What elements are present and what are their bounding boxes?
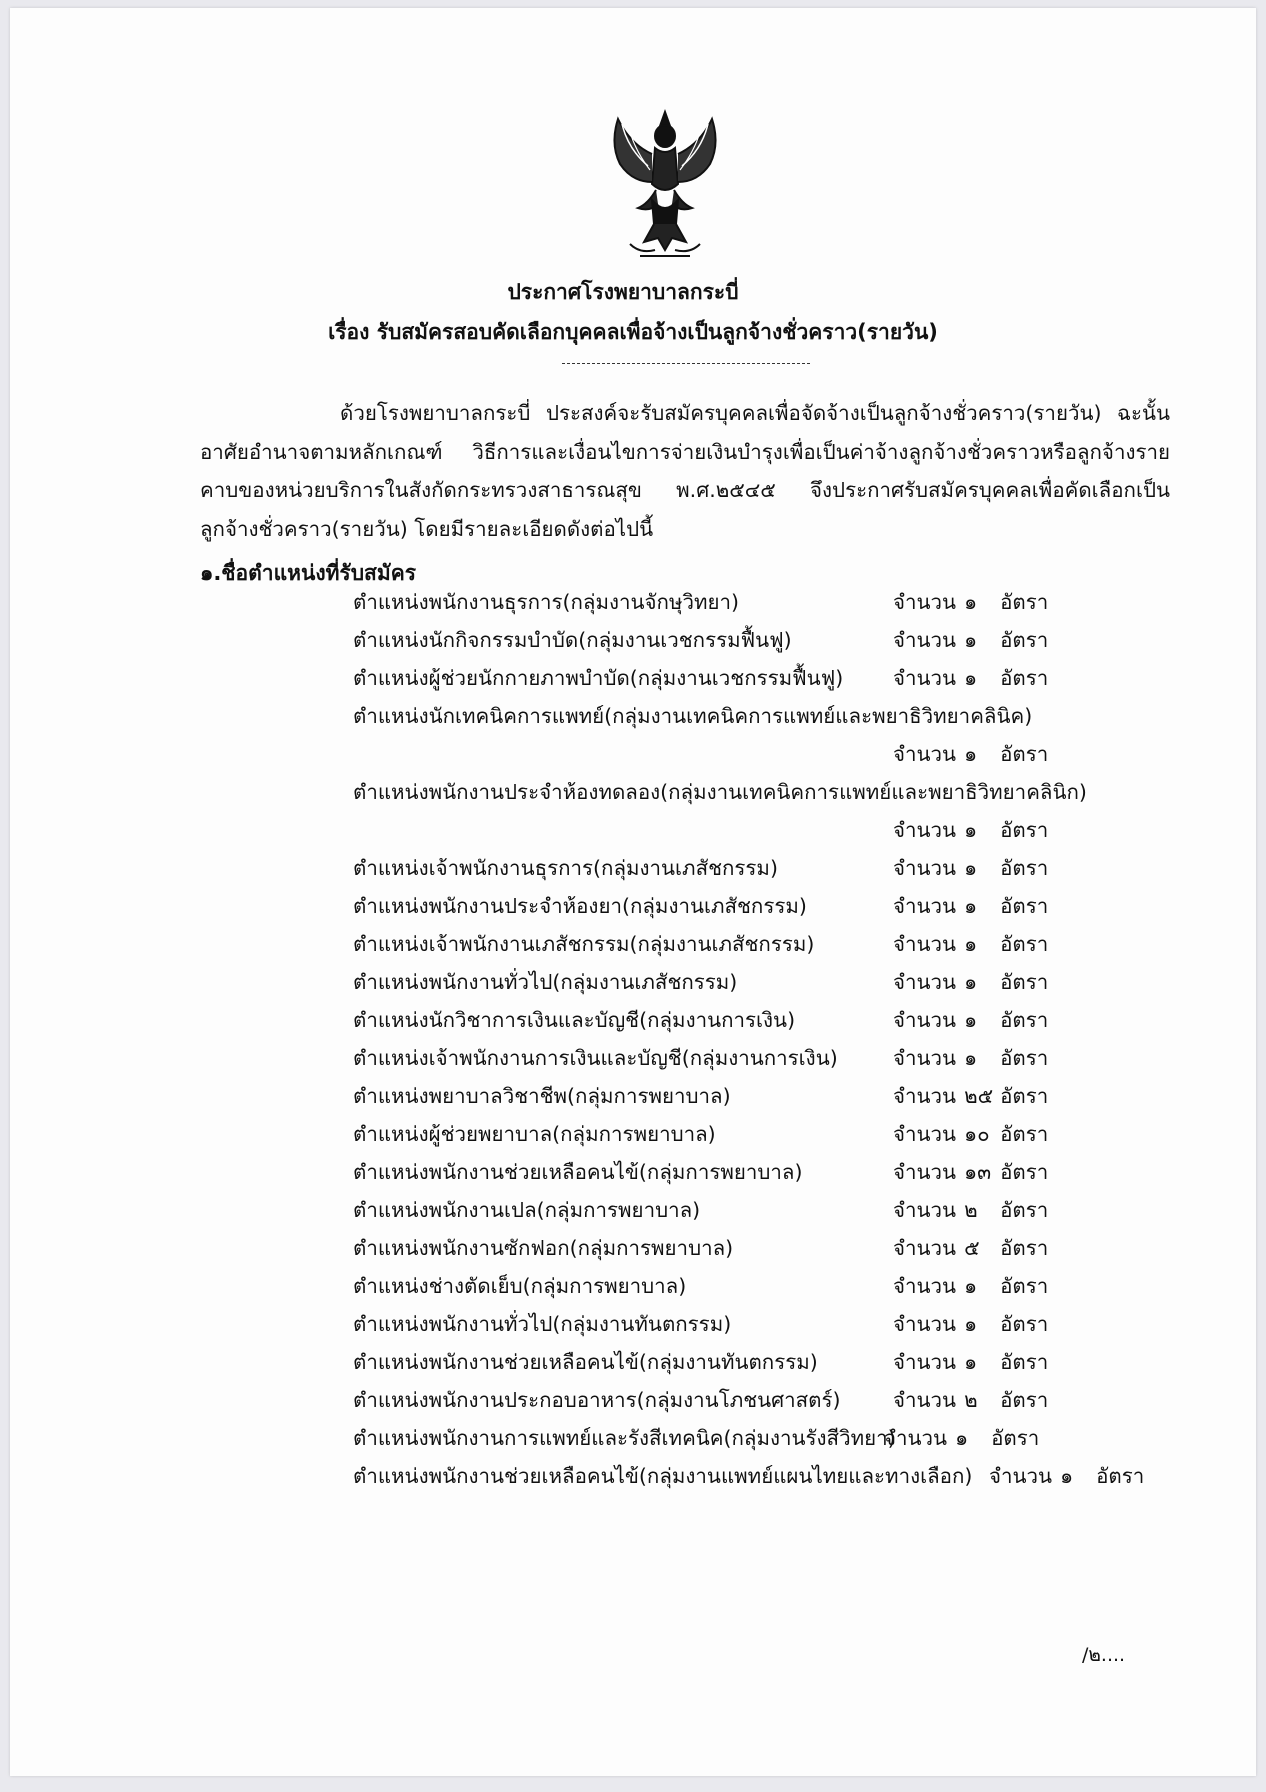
position-count — [893, 1042, 1048, 1075]
count-label: จำนวน — [893, 590, 957, 614]
position-row — [353, 1308, 1153, 1342]
count-label: จำนวน — [893, 1084, 957, 1108]
position-row — [353, 776, 1153, 810]
count-value: ๑ — [1060, 1464, 1074, 1488]
position-name: ตำแหน่งพนักงานเปล(กลุ่มการพยาบาล) — [353, 1198, 701, 1222]
position-count — [893, 1346, 1048, 1379]
position-row — [353, 586, 1153, 620]
position-name: ตำแหน่งพยาบาลวิชาชีพ(กลุ่มการพยาบาล) — [353, 1084, 731, 1108]
count-value: ๑ — [964, 1274, 978, 1298]
position-count — [893, 890, 1048, 923]
count-label: จำนวน — [893, 818, 957, 842]
position-row — [353, 1460, 1153, 1494]
unit-label: อัตรา — [1000, 590, 1049, 614]
count-value: ๑ — [964, 628, 978, 652]
position-name: ตำแหน่งเจ้าพนักงานธุรการ(กลุ่มงานเภสัชกรรม) — [353, 856, 778, 880]
position-count — [893, 1156, 1048, 1189]
position-row — [353, 1156, 1153, 1190]
count-value: ๕ — [964, 1236, 980, 1260]
count-label: จำนวน — [893, 1198, 957, 1222]
count-value: ๒ — [964, 1198, 978, 1222]
unit-label: อัตรา — [1000, 932, 1049, 956]
intro-paragraph — [200, 394, 1170, 549]
position-name: ตำแหน่งพนักงานประจำห้องยา(กลุ่มงานเภสัชกรรม) — [353, 894, 807, 918]
position-row — [353, 1042, 1153, 1076]
position-count — [893, 928, 1048, 961]
count-value: ๑ — [964, 1008, 978, 1032]
title-divider — [562, 363, 810, 364]
position-count — [893, 662, 1048, 695]
position-count — [989, 1460, 1144, 1493]
position-row — [353, 1118, 1153, 1152]
intro-text: ด้วยโรงพยาบาลกระบี่ ประสงค์จะรับสมัครบุคคลเพื่อจัดจ้างเป็นลูกจ้างชั่วคราว(รายวัน) ฉะนั้นอาศัยอำนาจตามหลักเกณฑ์ วิธีการและเงื่อนไขการจ่ายเงินบำรุงเพื่อเป็นค่าจ้างลูกจ้างชั่วคราวหรือลูกจ้างรายคาบของหน่วยบริการในสังกัดกระทรวงสาธารณสุข พ.ศ.๒๕๔๕ จึงประกาศรับสมัครบุคคลเพื่อคัดเลือกเป็นลูกจ้างชั่วคราว(รายวัน) โดยมีรายละเอียดดังต่อไปนี้ — [200, 401, 1170, 542]
unit-label: อัตรา — [1000, 1084, 1049, 1108]
position-row — [353, 890, 1153, 924]
position-count — [893, 852, 1048, 885]
unit-label: อัตรา — [1000, 1236, 1049, 1260]
unit-label: อัตรา — [1000, 970, 1049, 994]
garuda-emblem-icon — [600, 104, 730, 269]
count-label: จำนวน — [893, 1160, 957, 1184]
count-label: จำนวน — [893, 894, 957, 918]
position-row — [353, 852, 1153, 886]
unit-label: อัตรา — [1000, 1274, 1049, 1298]
count-label: จำนวน — [893, 742, 957, 766]
position-name: ตำแหน่งเจ้าพนักงานเภสัชกรรม(กลุ่มงานเภสัชกรรม) — [353, 932, 815, 956]
count-value: ๑ — [964, 1046, 978, 1070]
unit-label: อัตรา — [1000, 1350, 1049, 1374]
position-count-row — [353, 738, 1153, 772]
unit-label: อัตรา — [1000, 818, 1049, 842]
count-label: จำนวน — [893, 1312, 957, 1336]
position-count — [893, 1080, 1048, 1113]
position-row — [353, 1004, 1153, 1038]
count-value: ๑ — [964, 742, 978, 766]
position-count — [893, 1232, 1048, 1265]
position-count — [893, 1118, 1048, 1151]
position-row — [353, 966, 1153, 1000]
position-row — [353, 624, 1153, 658]
document-page — [10, 8, 1256, 1776]
page-marker: /๒.... — [1082, 1644, 1126, 1666]
unit-label: อัตรา — [1000, 1008, 1049, 1032]
document-title: ประกาศโรงพยาบาลกระบี่ — [507, 280, 739, 304]
position-name: ตำแหน่งนักเทคนิคการแพทย์(กลุ่มงานเทคนิคการแพทย์และพยาธิวิทยาคลินิค) — [353, 704, 1033, 728]
unit-label: อัตรา — [991, 1426, 1040, 1450]
count-value: ๑ — [955, 1426, 969, 1450]
position-row — [353, 700, 1153, 734]
count-value: ๒ — [964, 1388, 978, 1412]
count-value: ๑ — [964, 856, 978, 880]
count-label: จำนวน — [893, 1122, 957, 1146]
position-name: ตำแหน่งพนักงานซักฟอก(กลุ่มการพยาบาล) — [353, 1236, 734, 1260]
position-name: ตำแหน่งพนักงานประกอบอาหาร(กลุ่มงานโภชนศาสตร์) — [353, 1388, 841, 1412]
section-heading: ๑.ชื่อตำแหน่งที่รับสมัคร — [200, 561, 417, 585]
unit-label: อัตรา — [1000, 856, 1049, 880]
position-row — [353, 928, 1153, 962]
position-count — [893, 1270, 1048, 1303]
count-label: จำนวน — [989, 1464, 1053, 1488]
position-name: ตำแหน่งพนักงานช่วยเหลือคนไข้(กลุ่มงานทันตกรรม) — [353, 1350, 818, 1374]
position-name: ตำแหน่งผู้ช่วยพยาบาล(กลุ่มการพยาบาล) — [353, 1122, 716, 1146]
count-value: ๑ — [964, 666, 978, 690]
position-row — [353, 1422, 1153, 1456]
unit-label: อัตรา — [1000, 1198, 1049, 1222]
position-row — [353, 1384, 1153, 1418]
position-count — [893, 814, 1048, 847]
unit-label: อัตรา — [1000, 742, 1049, 766]
count-value: ๑ — [964, 590, 978, 614]
count-label: จำนวน — [893, 628, 957, 652]
position-row — [353, 662, 1153, 696]
position-count-row — [353, 814, 1153, 848]
count-label: จำนวน — [893, 666, 957, 690]
position-count — [893, 738, 1048, 771]
position-name: ตำแหน่งพนักงานทั่วไป(กลุ่มงานทันตกรรม) — [353, 1312, 732, 1336]
count-label: จำนวน — [893, 1350, 957, 1374]
count-label: จำนวน — [893, 856, 957, 880]
unit-label: อัตรา — [1000, 1160, 1049, 1184]
count-value: ๑ — [964, 818, 978, 842]
position-name: ตำแหน่งเจ้าพนักงานการเงินและบัญชี(กลุ่มงานการเงิน) — [353, 1046, 838, 1070]
position-count — [893, 1194, 1048, 1227]
count-label: จำนวน — [893, 1046, 957, 1070]
count-value: ๒๕ — [964, 1084, 994, 1108]
count-label: จำนวน — [893, 970, 957, 994]
count-value: ๑ — [964, 894, 978, 918]
position-name: ตำแหน่งนักวิชาการเงินและบัญชี(กลุ่มงานการเงิน) — [353, 1008, 796, 1032]
position-row — [353, 1232, 1153, 1266]
position-name: ตำแหน่งนักกิจกรรมบำบัด(กลุ่มงานเวชกรรมฟื้นฟู) — [353, 628, 792, 652]
unit-label: อัตรา — [1096, 1464, 1145, 1488]
count-value: ๑๐ — [964, 1122, 990, 1146]
count-label: จำนวน — [893, 1008, 957, 1032]
unit-label: อัตรา — [1000, 1312, 1049, 1336]
position-count — [893, 586, 1048, 619]
position-row — [353, 1080, 1153, 1114]
unit-label: อัตรา — [1000, 1122, 1049, 1146]
count-label: จำนวน — [893, 1236, 957, 1260]
unit-label: อัตรา — [1000, 1388, 1049, 1412]
position-name: ตำแหน่งผู้ช่วยนักกายภาพบำบัด(กลุ่มงานเวชกรรมฟื้นฟู) — [353, 666, 844, 690]
count-value: ๑ — [964, 1350, 978, 1374]
unit-label: อัตรา — [1000, 666, 1049, 690]
position-count — [893, 1384, 1048, 1417]
unit-label: อัตรา — [1000, 894, 1049, 918]
count-value: ๑ — [964, 932, 978, 956]
position-count — [893, 624, 1048, 657]
position-row — [353, 1194, 1153, 1228]
count-label: จำนวน — [893, 932, 957, 956]
position-count — [893, 1308, 1048, 1341]
document-subject: เรื่อง รับสมัครสอบคัดเลือกบุคคลเพื่อจ้างเป็นลูกจ้างชั่วคราว(รายวัน) — [328, 320, 938, 344]
count-label: จำนวน — [893, 1388, 957, 1412]
count-label: จำนวน — [893, 1274, 957, 1298]
count-value: ๑ — [964, 1312, 978, 1336]
position-name: ตำแหน่งพนักงานประจำห้องทดลอง(กลุ่มงานเทคนิคการแพทย์และพยาธิวิทยาคลินิก) — [353, 780, 1087, 804]
position-name: ตำแหน่งช่างตัดเย็บ(กลุ่มการพยาบาล) — [353, 1274, 687, 1298]
count-value: ๑ — [964, 970, 978, 994]
position-count — [893, 966, 1048, 999]
count-value: ๑๓ — [964, 1160, 992, 1184]
position-count — [884, 1422, 1039, 1455]
position-name: ตำแหน่งพนักงานธุรการ(กลุ่มงานจักษุวิทยา) — [353, 590, 740, 614]
position-row — [353, 1346, 1153, 1380]
count-label: จำนวน — [884, 1426, 948, 1450]
unit-label: อัตรา — [1000, 1046, 1049, 1070]
position-count — [893, 1004, 1048, 1037]
position-name: ตำแหน่งพนักงานช่วยเหลือคนไข้(กลุ่มงานแพทย์แผนไทยและทางเลือก) — [353, 1464, 973, 1488]
position-name: ตำแหน่งพนักงานช่วยเหลือคนไข้(กลุ่มการพยาบาล) — [353, 1160, 803, 1184]
position-row — [353, 1270, 1153, 1304]
position-name: ตำแหน่งพนักงานทั่วไป(กลุ่มงานเภสัชกรรม) — [353, 970, 738, 994]
unit-label: อัตรา — [1000, 628, 1049, 652]
position-name: ตำแหน่งพนักงานการแพทย์และรังสีเทคนิค(กลุ่มงานรังสีวิทยา) — [353, 1426, 896, 1450]
